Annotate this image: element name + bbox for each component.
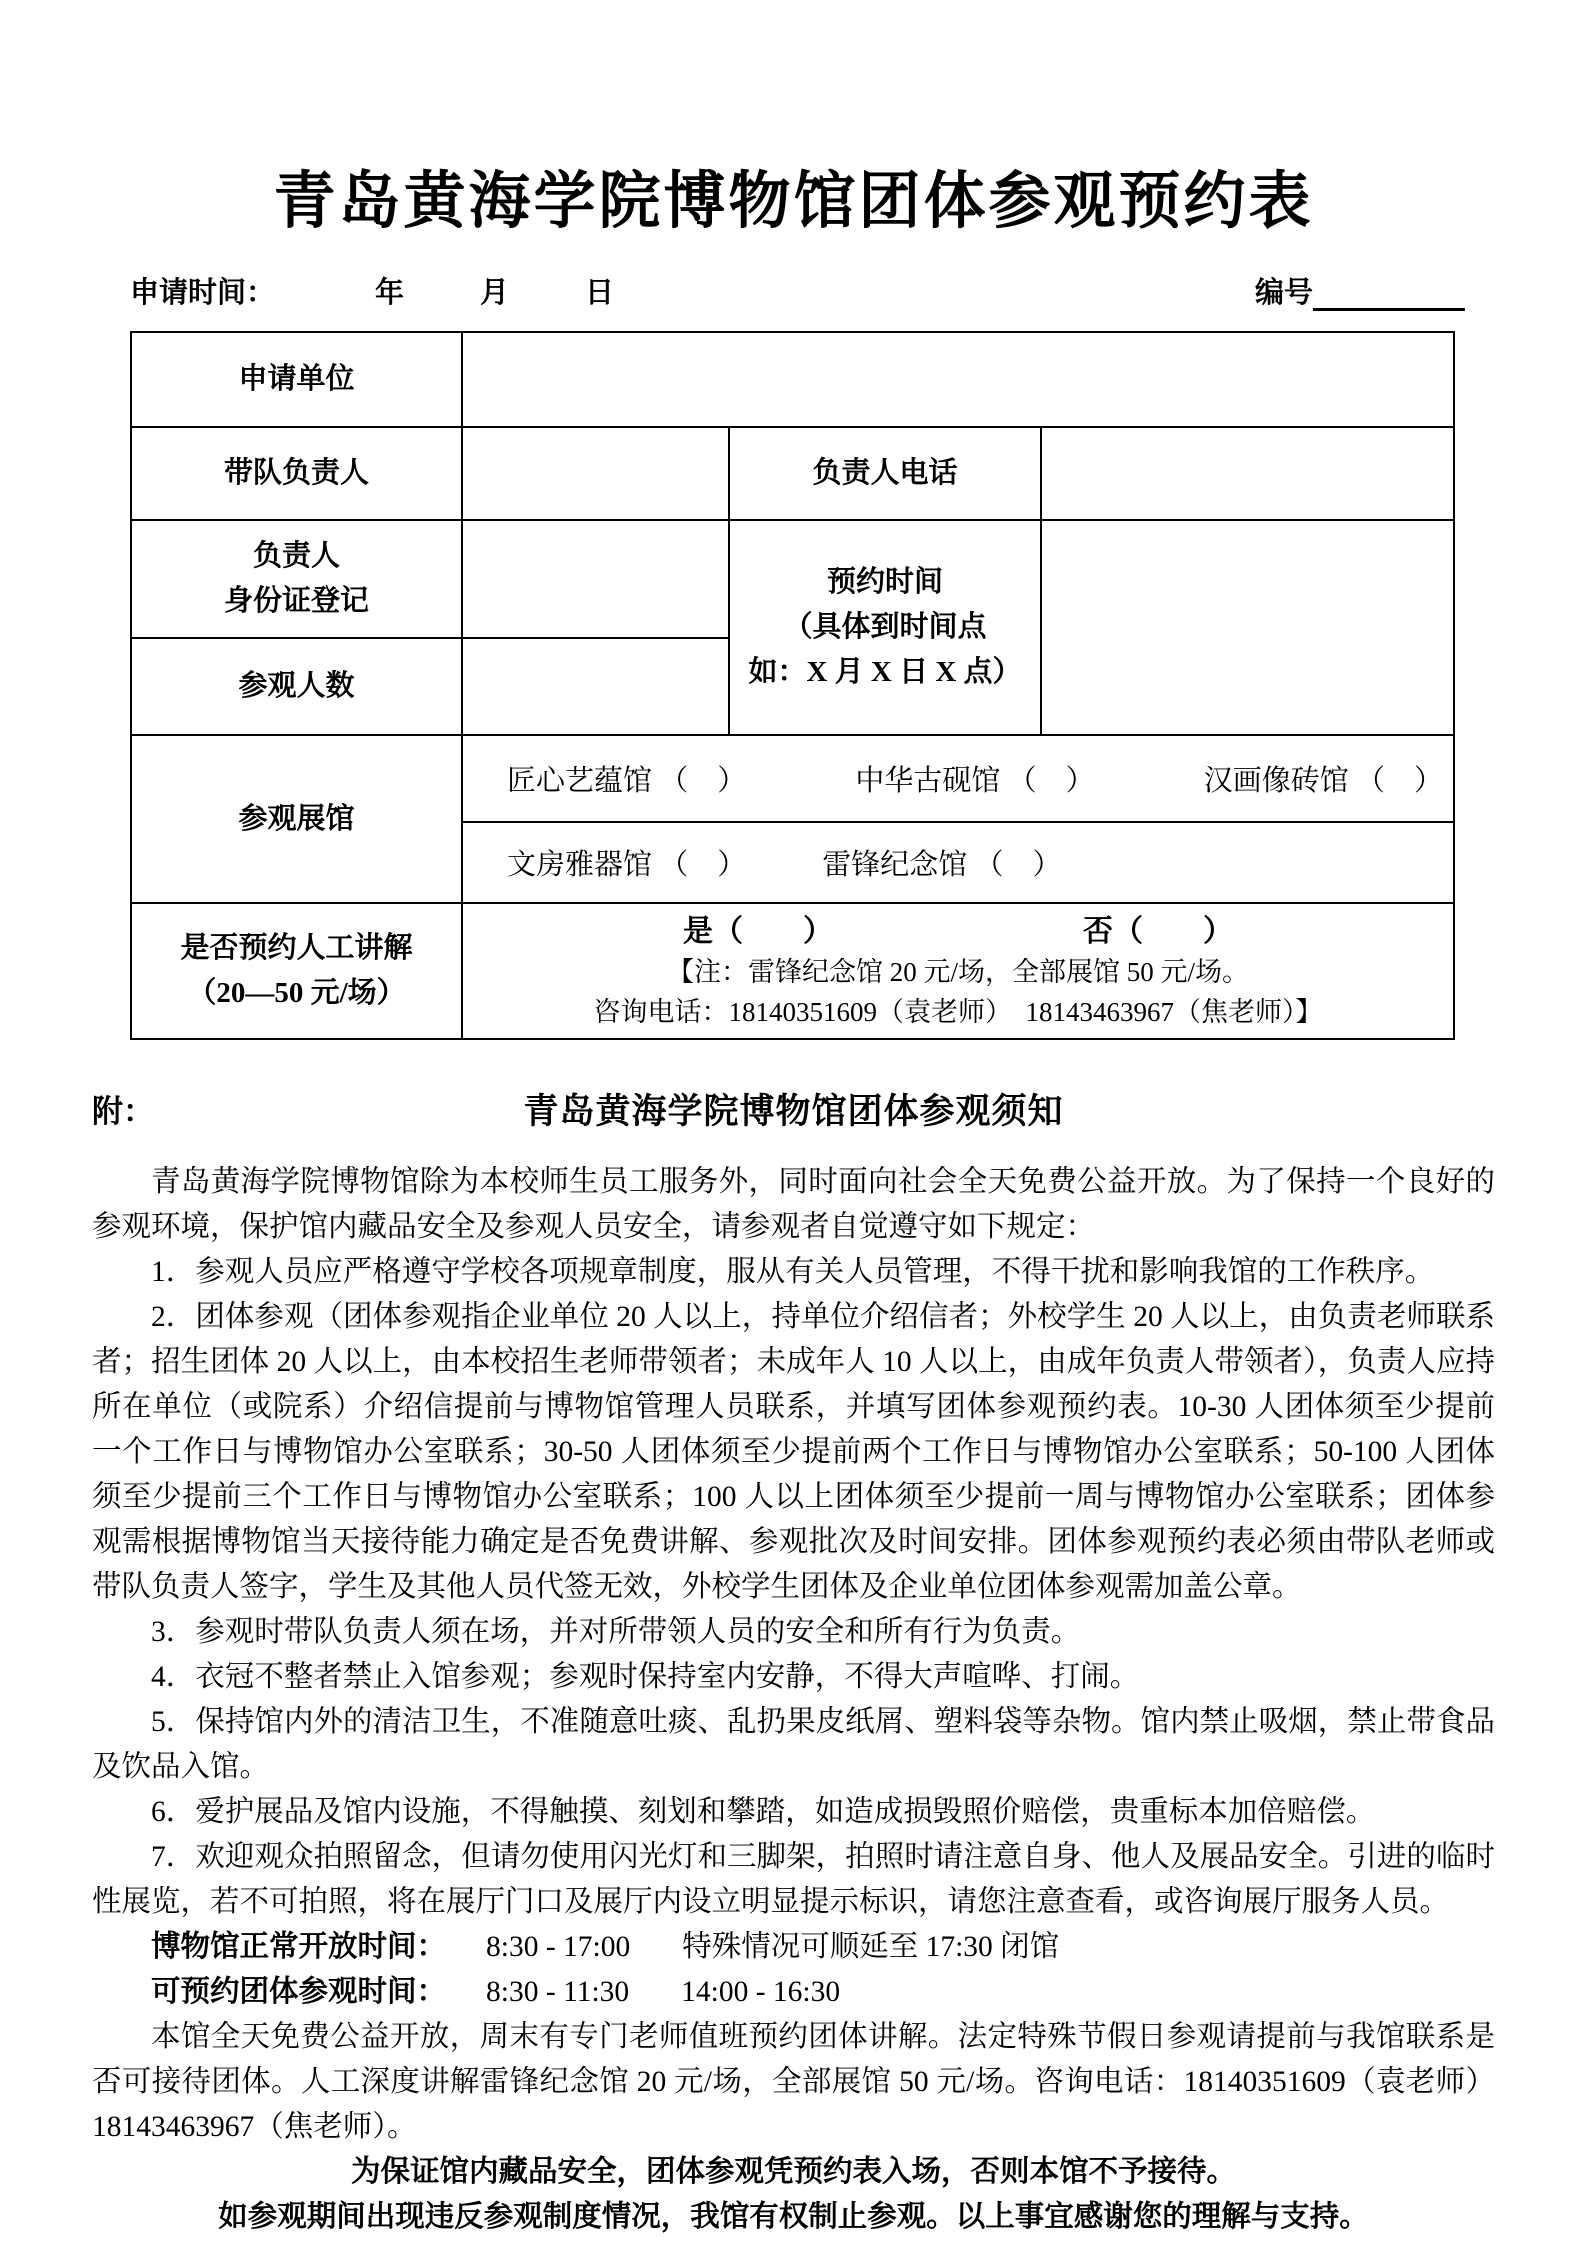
notice-intro: 青岛黄海学院博物馆除为本校师生员工服务外，同时面向社会全天免费公益开放。为了保持一个良好的参观环境，保护馆内藏品安全及参观人员安全，请参观者自觉遵守如下规定： [92, 1166, 1495, 1244]
notice-rule: 3．参观时带队负责人须在场，并对所带领人员的安全和所有行为负责。 [151, 1616, 1081, 1649]
table-row [131, 520, 1454, 638]
group-hours-line [92, 1970, 1495, 2015]
reserve-time-label-line2: （具体到时间点 [783, 611, 987, 644]
notice-header [92, 1084, 1495, 1134]
notice-body [92, 1160, 1495, 2240]
opening-hours-line [92, 1925, 1495, 1970]
reserve-time-input-cell[interactable] [1041, 520, 1454, 735]
leader-phone-label: 负责人电话 [729, 427, 1041, 520]
year-label: 年 [375, 277, 405, 310]
halls-row1 [463, 758, 1453, 799]
guide-yes-option[interactable]: 是（ ） [683, 915, 834, 949]
leader-id-input-cell[interactable] [462, 520, 729, 638]
opening-hours-label: 博物馆正常开放时间： [151, 1931, 447, 1964]
hall-option: 雷锋纪念馆 （ ） [822, 849, 1062, 882]
leader-label: 带队负责人 [131, 427, 462, 520]
apply-time-line [130, 270, 614, 311]
guide-no-option[interactable]: 否（ ） [1083, 915, 1234, 949]
guide-label-line2: （20—50 元/场） [187, 977, 406, 1010]
halls-row2 [463, 842, 1453, 883]
warning-line2: 如参观期间出现违反参观制度情况，我馆有权制止参观。以上事宜感谢您的理解与支持。 [218, 2201, 1369, 2234]
hall-option: 汉画像砖馆 （ ） [1203, 765, 1444, 798]
group-hours-label: 可预约团体参观时间： [151, 1976, 447, 2009]
guide-note-line1: 【注：雷锋纪念馆 20 元/场，全部展馆 50 元/场。 [667, 957, 1250, 988]
visitor-count-input-cell[interactable] [462, 638, 729, 735]
day-label: 日 [585, 277, 615, 310]
halls-row2-cell[interactable] [462, 822, 1454, 903]
leader-id-label [131, 520, 462, 638]
guide-yesno-line [469, 912, 1447, 952]
attachment-label: 附： [92, 1094, 154, 1130]
leader-id-label-line2: 身份证登记 [223, 585, 369, 618]
reserve-time-label-line1: 预约时间 [826, 566, 943, 599]
table-row [131, 332, 1454, 427]
applicant-unit-input-cell[interactable] [462, 332, 1454, 427]
reservation-form-table [130, 331, 1455, 1040]
month-label: 月 [480, 277, 510, 310]
document-title: 青岛黄海学院博物馆团体参观预约表 [273, 167, 1314, 236]
notice-heading: 青岛黄海学院博物馆团体参观须知 [523, 1092, 1064, 1132]
notice-rule: 7．欢迎观众拍照留念，但请勿使用闪光灯和三脚架，拍照时请注意自身、他人及展品安全。引进的临时性展览，若不可拍照，将在展厅门口及展厅内设立明显提示标识，请您注意查看，或咨询展厅服务人员。 [92, 1841, 1495, 1919]
guide-answer-cell [462, 903, 1454, 1039]
guide-note-line2: 咨询电话：18140351609（袁老师） 18143463967（焦老师）】 [593, 997, 1323, 1028]
visitor-count-label: 参观人数 [131, 638, 462, 735]
header-row [130, 270, 1465, 311]
table-row [131, 903, 1454, 1039]
guide-label-line1: 是否预约人工讲解 [180, 932, 413, 965]
hall-option: 文房雅器馆 （ ） [507, 849, 747, 882]
table-row [131, 427, 1454, 520]
leader-id-label-line1: 负责人 [252, 540, 340, 573]
group-hours-note: 14:00 - 16:30 [681, 1976, 841, 2009]
serial-number-label: 编号 [1254, 277, 1313, 310]
table-row [131, 735, 1454, 822]
notice-closing: 本馆全天免费公益开放，周末有专门老师值班预约团体讲解。法定特殊节假日参观请提前与我馆联系是否可接待团体。人工深度讲解雷锋纪念馆 20 元/场，全部展馆 50 元/场。咨询电话：18140351609（袁老师）18143463967（焦老师）。 [92, 2021, 1495, 2144]
reserve-time-label [729, 520, 1041, 735]
serial-number-blank[interactable] [1313, 276, 1465, 311]
notice-rule: 1．参观人员应严格遵守学校各项规章制度，服从有关人员管理，不得干扰和影响我馆的工作秩序。 [151, 1256, 1435, 1289]
halls-label: 参观展馆 [131, 735, 462, 903]
warning-line1: 为保证馆内藏品安全，团体参观凭预约表入场，否则本馆不予接待。 [350, 2156, 1236, 2189]
halls-row1-cell[interactable] [462, 735, 1454, 822]
guide-label [131, 903, 462, 1039]
opening-hours-time: 8:30 - 17:00 [486, 1931, 631, 1964]
notice-rules [92, 1250, 1495, 1925]
notice-rule: 4．衣冠不整者禁止入馆参观；参观时保持室内安静，不得大声喧哗、打闹。 [151, 1661, 1140, 1694]
leader-input-cell[interactable] [462, 427, 729, 520]
applicant-unit-label: 申请单位 [131, 332, 462, 427]
hall-option: 匠心艺蕴馆 （ ） [507, 765, 747, 798]
reserve-time-label-line3: 如：X 月 X 日 X 点） [748, 656, 1022, 689]
opening-hours-note: 特殊情况可顺延至 17:30 闭馆 [682, 1931, 1060, 1964]
notice-rule: 5．保持馆内外的清洁卫生，不准随意吐痰、乱扔果皮纸屑、塑料袋等杂物。馆内禁止吸烟，禁止带食品及饮品入馆。 [92, 1706, 1495, 1784]
hall-option: 中华古砚馆 （ ） [855, 765, 1095, 798]
group-hours-time: 8:30 - 11:30 [486, 1976, 630, 2009]
notice-rule: 6．爱护展品及馆内设施，不得触摸、刻划和攀踏，如造成损毁照价赔偿，贵重标本加倍赔偿。 [151, 1796, 1376, 1829]
notice-rule: 2．团体参观（团体参观指企业单位 20 人以上，持单位介绍信者；外校学生 20 人以上，由负责老师联系者；招生团体 20 人以上，由本校招生老师带领者；未成年人 10 人以上，由成年负责人带领者），负责人应持所在单位（或院系）介绍信提前与博物馆管理人员联系，并填写团体参观预约表。10-30 人团体须至少提前一个工作日与博物馆办公室联系；30-50 人团体须至少提前两个工作日与博物馆办公室联系；50-100 人团体须至少提前三个工作日与博物馆办公室联系；100 人以上团体须至少提前一周与博物馆办公室联系；团体参观需根据博物馆当天接待能力确定是否免费讲解、参观批次及时间安排。团体参观预约表必须由带队老师或带队负责人签字，学生及其他人员代签无效，外校学生团体及企业单位团体参观需加盖公章。 [92, 1301, 1495, 1604]
leader-phone-input-cell[interactable] [1041, 427, 1454, 520]
apply-time-label: 申请时间： [130, 277, 276, 310]
serial-number-line [1255, 270, 1465, 311]
